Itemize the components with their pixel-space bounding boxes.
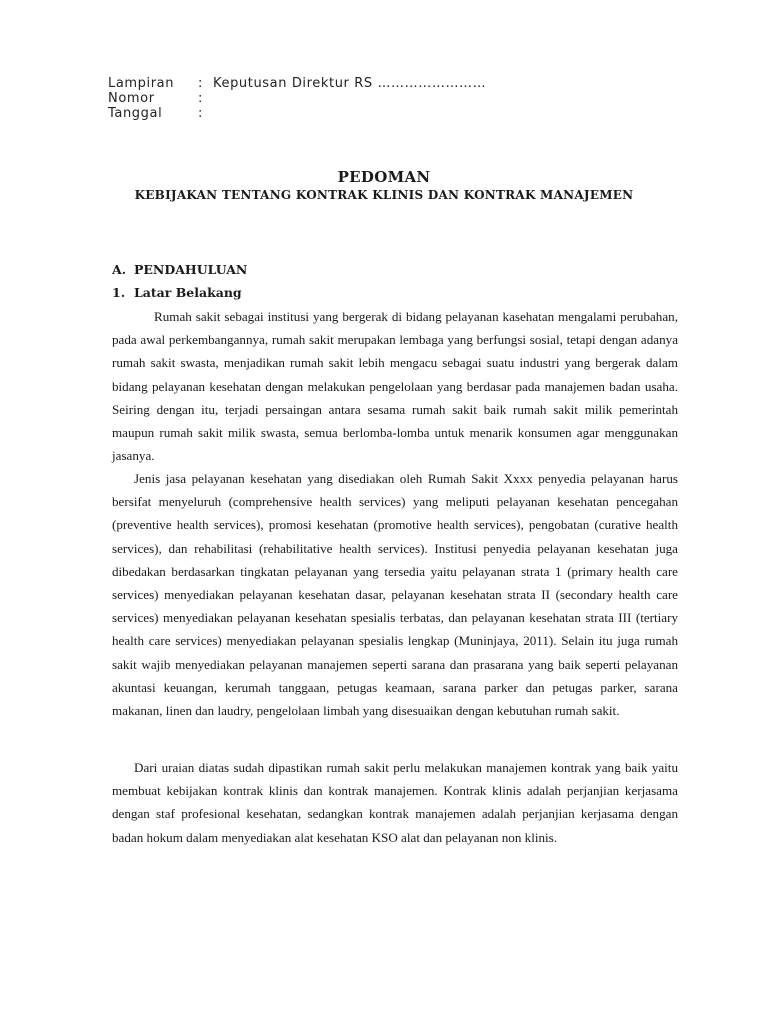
paragraph-text: Jenis jasa pelayanan kesehatan yang disediakan oleh Rumah Sakit Xxxx penyedia pelayanan harus bersifat menyeluruh (comprehensive health services) yang meliputi pelayanan kesehatan pencegahan (preventive health services), promosi kesehatan (promotive health services), pengobatan (curative health services), dan rehabilitasi (rehabilitative health services). Institusi penyedia pelayanan kesehatan juga dibedakan berdasarkan tingkatan pelayanan yang tersedia yaitu pelayanan strata 1 (primary health care services) menyediakan pelayanan kesehatan dasar, pelayanan kesehatan strata II (secondary health care services) menyediakan pelayanan kesehatan spesialis terbatas, dan pelayanan kesehatan strata III (tertiary health care services) menyediakan pelayanan spesialis lengkap (Muninjaya, 2011). Selain itu juga rumah sakit wajib menyediakan pelayanan manajemen seperti sarana dan prasarana yang baik seperti pelayanan akuntasi keuangan, kerumah tanggaan, petugas keamaan, sarana parker dan petugas parker, sarana makanan, linen dan laudry, pengelolaan limbah yang disesuaikan dengan kebutuhan rumah sakit. — [112, 471, 678, 719]
header-colon: : — [198, 106, 203, 121]
document-subtitle: KEBIJAKAN TENTANG KONTRAK KLINIS DAN KONTRAK MANAJEMEN — [134, 188, 634, 202]
section-heading-a — [112, 262, 247, 277]
header-row-tanggal — [108, 106, 486, 121]
header-colon: : — [198, 91, 203, 106]
header-value: Keputusan Direktur RS …………………… — [213, 76, 487, 91]
header-label: Tanggal — [108, 106, 163, 121]
section-label: PENDAHULUAN — [134, 262, 248, 277]
document-title: PEDOMAN — [337, 168, 431, 186]
paragraph-text: Dari uraian diatas sudah dipastikan rumah sakit perlu melakukan manajemen kontrak yang baik yaitu membuat kebijakan kontrak klinis dan kontrak manajemen. Kontrak klinis adalah perjanjian kerjasama dengan staf profesional kesehatan, sedangkan kontrak manajemen adalah perjanjian kerjasama dengan badan hokum dalam menyediakan alat kesehatan KSO alat dan pelayanan non klinis. — [112, 760, 678, 845]
document-header — [108, 76, 486, 121]
paragraph-2 — [112, 467, 678, 722]
subsection-number: 1. — [112, 285, 126, 300]
header-label: Lampiran — [108, 76, 175, 91]
header-label: Nomor — [108, 91, 155, 106]
paragraph-text: Rumah sakit sebagai institusi yang bergerak di bidang pelayanan kasehatan mengalami perubahan, pada awal perkembangannya, rumah sakit merupakan lembaga yang berfungsi sosial, tetapi dengan adanya rumah sakit swasta, menjadikan rumah sakit lebih mengacu sebagai suatu industri yang bergerak dalam bidang pelayanan kesehatan dengan melakukan pengelolaan yang berdasar pada manajemen badan usaha. Seiring dengan itu, terjadi persaingan antara sesama rumah sakit baik rumah sakit milik pemerintah maupun rumah sakit milik swasta, semua berlomba-lomba untuk menarik konsumen agar menggunakan jasanya. — [112, 309, 678, 464]
subsection-heading-1 — [112, 285, 242, 300]
paragraph-1 — [112, 305, 678, 467]
subsection-label: Latar Belakang — [134, 285, 242, 300]
header-row-nomor — [108, 91, 486, 106]
header-row-lampiran — [108, 76, 486, 91]
paragraph-3 — [112, 756, 678, 849]
section-number: A. — [112, 262, 127, 277]
header-colon: : — [198, 76, 203, 91]
